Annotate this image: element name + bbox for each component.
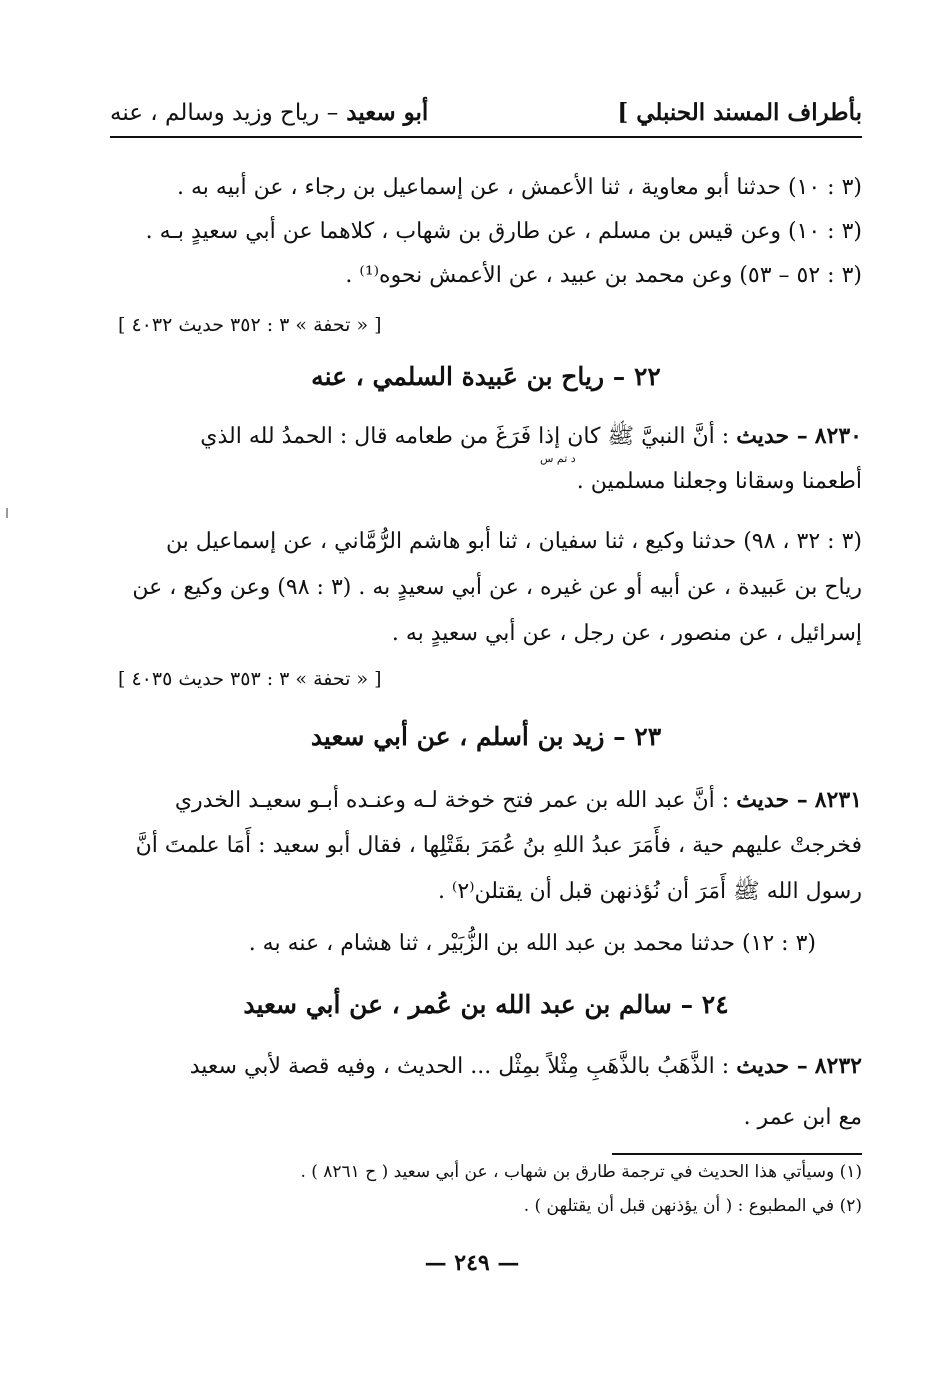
header-section-name: أبو سعيد xyxy=(346,98,429,126)
page-number: — ٢٤٩ — xyxy=(424,1250,520,1276)
running-header xyxy=(110,92,862,132)
hadith-text: : أنَّ النبيَّ ﷺ كان إذا فَرَغَ من طعامه قال : الحمدُ لله الذي xyxy=(200,424,730,449)
tuhfa-reference-1: [ « تحفة » ٣ : ٣٥٢ حديث ٤٠٣٢ ] xyxy=(118,314,382,336)
hadith-text: : الذَّهَبُ بالذَّهَبِ مِثْلاً بمِثْل ... الحديث ، وفيه قصة لأبي سعيد xyxy=(189,1054,730,1079)
hadith-label: – حديث xyxy=(736,423,808,449)
section-heading-22: ٢٢ – رياح بن عَبيدة السلمي ، عنه xyxy=(311,362,661,391)
hadith-number: ٨٢٣٢ xyxy=(814,1053,862,1079)
hadith-number: ٨٢٣١ xyxy=(814,787,862,813)
header-rule xyxy=(110,136,862,138)
footnote-1: (١) وسيأتي هذا الحديث في ترجمة طارق بن شهاب ، عن أبي سعيد ( ح ٨٢٦١ ) . xyxy=(300,1162,862,1182)
hadith-8232-line-2: مع ابن عمر . xyxy=(743,1105,862,1130)
hadith-8232-line-1 xyxy=(110,1044,862,1089)
hadith-8230-line-1 xyxy=(110,414,862,459)
chain-22-line-2: رياح بن عَبيدة ، عن أبيه أو عن غيره ، عن أبي سعيدٍ به . (٣ : ٩٨) وعن وكيع ، عن xyxy=(132,575,862,600)
hadith-label: – حديث xyxy=(736,787,808,813)
tuhfa-reference-2: [ « تحفة » ٣ : ٣٥٣ حديث ٤٠٣٥ ] xyxy=(118,668,382,690)
section-heading-23: ٢٣ – زيد بن أسلم ، عن أبي سعيد xyxy=(310,722,662,751)
header-section-title xyxy=(110,99,428,126)
chain-23: (٣ : ١٢) حدثنا محمد بن عبد الله بن الزُّبَيْر ، ثنا هشام ، عنه به . xyxy=(248,931,816,956)
margin-mark xyxy=(6,508,8,518)
hadith-8231-line-3: رسول الله ﷺ أَمَرَ أن نُؤذنهن قبل أن يقتلن⁽٢⁾ . xyxy=(437,879,862,904)
chain-line-2: (٣ : ١٠) وعن قيس بن مسلم ، عن طارق بن شهاب ، كلاهما عن أبي سعيدٍ بـه . xyxy=(145,219,862,244)
chain-line-3: (٣ : ٥٢ – ٥٣) وعن محمد بن عبيد ، عن الأعمش نحوه⁽¹⁾ . xyxy=(345,263,862,288)
section-heading-24: ٢٤ – سالم بن عبد الله بن عُمر ، عن أبي سعيد xyxy=(243,990,729,1019)
hadith-8231-line-1 xyxy=(110,778,862,823)
hadith-number: ٨٢٣٠ xyxy=(814,423,862,449)
header-book-title: بأطراف المسند الحنبلي ] xyxy=(617,98,862,126)
hadith-label: – حديث xyxy=(736,1053,808,1079)
footnote-2: (٢) في المطبوع : ( أن يؤذنهن قبل أن يقتلهن ) . xyxy=(523,1196,862,1216)
chain-22-line-1: (٣ : ٣٢ ، ٩٨) حدثنا وكيع ، ثنا سفيان ، ثنا أبو هاشم الرُّمَّاني ، عن إسماعيل بن xyxy=(165,529,862,554)
hadith-8231-line-2: فخرجتْ عليهم حية ، فأَمَرَ عبدُ اللهِ بنُ عُمَرَ بقَتْلِها ، فقال أبو سعيد : أَمَا علمتَ أنَّ xyxy=(135,833,862,858)
hadith-text: : أنَّ عبد الله بن عمر فتح خوخة لـه وعنـده أبـو سعيـد الخدري xyxy=(174,788,730,813)
footnote-rule xyxy=(612,1153,862,1155)
chain-line-1: (٣ : ١٠) حدثنا أبو معاوية ، ثنا الأعمش ، عن إسماعيل بن رجاء ، عن أبيه به . xyxy=(177,175,862,200)
chain-22-line-3: إسرائيل ، عن منصور ، عن رجل ، عن أبي سعيدٍ به . xyxy=(391,621,862,646)
source-sigla: د تم س xyxy=(540,452,576,465)
header-section-subtitle: – رياح وزيد وسالم ، عنه xyxy=(110,99,339,126)
hadith-8230-line-2: أطعمنا وسقانا وجعلنا مسلمين . xyxy=(576,469,862,494)
